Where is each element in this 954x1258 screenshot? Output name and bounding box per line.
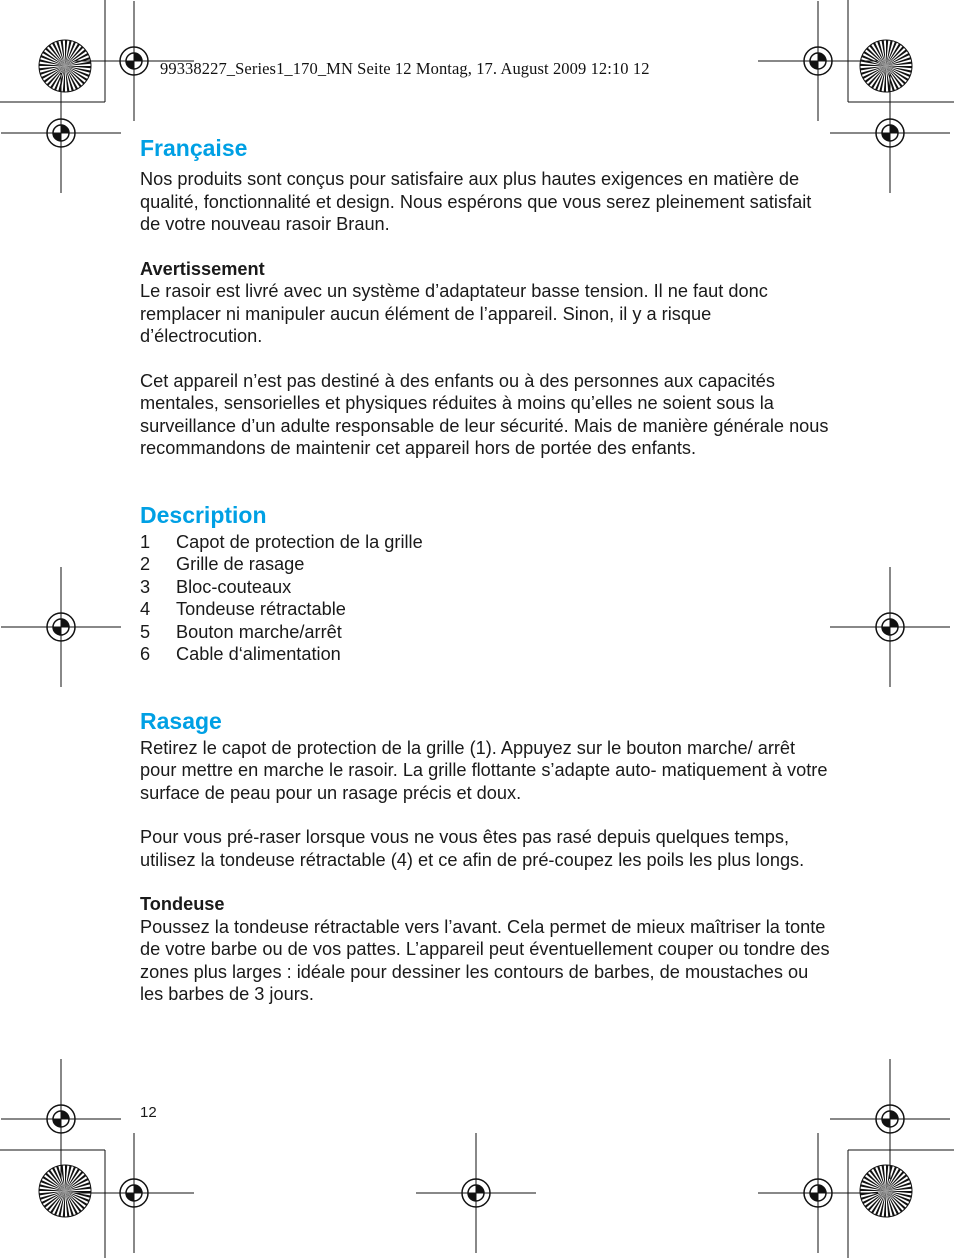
list-item <box>140 643 830 666</box>
registration-mark <box>416 1133 536 1253</box>
trimmer-text: Poussez la tondeuse rétractable vers l’avant. Cela permet de mieux maîtriser la tonte de votre barbe ou de vos pattes. L’appareil peut éventuellement couper ou tondre des zones plus larges : idéale pour dessiner les contours de barbes, de moustaches ou les barbes de 3 jours. <box>140 916 830 1004</box>
registration-mark <box>1 567 121 687</box>
item-number: 3 <box>140 576 151 597</box>
item-number: 1 <box>140 531 151 552</box>
star-target-mark <box>39 1165 91 1217</box>
item-label: Bloc-couteaux <box>176 576 292 597</box>
warning-title: Avertissement <box>140 258 265 279</box>
star-target-mark <box>39 40 91 92</box>
item-label: Cable d‘alimentation <box>176 644 341 664</box>
item-label: Capot de protection de la grille <box>176 531 423 552</box>
shaving-paragraph-1: Retirez le capot de protection de la grille (1). Appuyez sur le bouton marche/ arrêt pour mettre en marche le rasoir. La grille flottante s’adapte auto- matiquement à votre surface de peau pour un rasage précis et doux. <box>140 737 828 803</box>
warning-text: Le rasoir est livré avec un système d’adaptateur basse tension. Il ne faut donc remplacer ni manipuler aucun élément de l’appareil. Sinon, il y a risque d’électrocution. <box>140 281 768 346</box>
shaving-paragraph-2: Pour vous pré-raser lorsque vous ne vous êtes pas rasé depuis quelques temps, utilisez la tondeuse rétractable (4) et ce afin de pré-coupez les poils les plus longs. <box>140 827 805 870</box>
intro-paragraph: Nos produits sont conçus pour satisfaire aux plus hautes exigences en matière de qualité, fonctionnalité et design. Nous espérons que vous serez pleinement satisfait de votre nouveau rasoir Braun. <box>140 169 812 234</box>
list-item <box>140 576 830 599</box>
registration-mark <box>1 73 121 193</box>
list-item <box>140 553 830 576</box>
registration-mark <box>74 1133 194 1253</box>
list-item <box>140 621 830 644</box>
registration-mark <box>1 1059 121 1179</box>
children-warning-text: Cet appareil n’est pas destiné à des enfants ou à des personnes aux capacités mentales, sensorielles et physiques réduites à moins qu’elles ne soient sous la surveillance d’un adulte responsable de leur sécurité. Mais de manière générale nous recommandons de maintenir cet appareil hors de portée des enfants. <box>140 370 829 458</box>
item-number: 4 <box>140 599 151 619</box>
page-content <box>140 132 830 1006</box>
heading-rasage: Rasage <box>140 707 222 734</box>
item-label: Grille de rasage <box>176 554 305 574</box>
parts-list <box>140 531 830 666</box>
heading-description: Description <box>140 501 267 528</box>
print-slug: 99338227_Series1_170_MN Seite 12 Montag, 17. August 2009 12:10 12 <box>160 59 650 78</box>
list-item <box>140 598 830 621</box>
heading-francaise: Française <box>140 135 248 161</box>
item-label: Bouton marche/arrêt <box>176 621 342 642</box>
item-number: 2 <box>140 554 151 574</box>
registration-mark <box>830 567 950 687</box>
star-target-mark <box>860 40 912 92</box>
page-number: 12 <box>140 1104 157 1121</box>
star-target-mark <box>860 1165 912 1217</box>
list-item <box>140 531 830 554</box>
trimmer-title: Tondeuse <box>140 894 225 914</box>
item-label: Tondeuse rétractable <box>176 599 346 619</box>
item-number: 6 <box>140 644 151 664</box>
item-number: 5 <box>140 621 151 642</box>
